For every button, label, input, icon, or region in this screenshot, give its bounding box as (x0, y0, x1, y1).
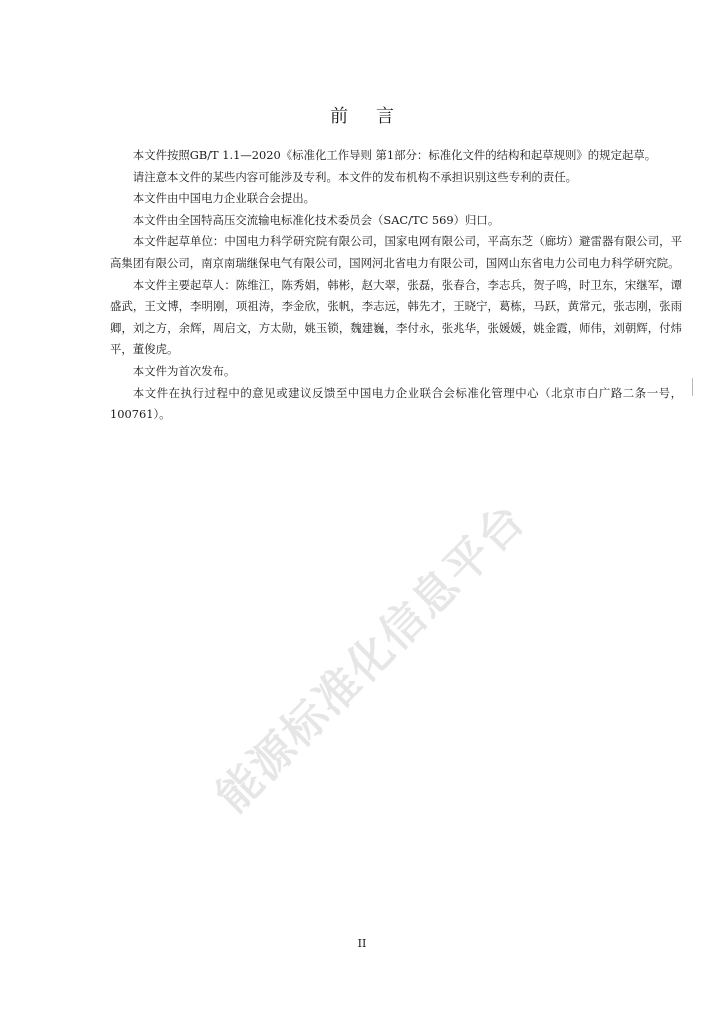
page-title: 前言 (330, 106, 422, 127)
margin-mark (692, 378, 693, 396)
paragraph-technical-committee: 本文件由全国特高压交流输电标准化技术委员会（SAC/TC 569）归口。 (132, 212, 500, 227)
paragraph-first-release: 本文件为首次发布。 (132, 363, 236, 378)
paragraph-patent-notice: 请注意本文件的某些内容可能涉及专利。本文件的发布机构不承担识别这些专利的责任。 (132, 169, 578, 184)
watermark: 能源标准化信息平台 (206, 493, 536, 823)
foreword-body (110, 145, 682, 426)
paragraph-main-drafters: 本文件主要起草人：陈维江，陈秀娟，韩彬，赵大翠，张磊，张春合，李志兵，贺子鸣，时卫东，宋继军，谭盛武，王文博，李明刚，项祖涛，李金欣，张帆，李志远，韩先才，王晓宁，葛栋，马跃，黄常元，张志刚，张雨卿，刘之方，余辉，周启文，方太勋，姚玉锁，魏建巍，李付永，张兆华，张媛媛，姚金霞，师伟，刘朝辉，付炜平，董俊虎。 (110, 277, 682, 357)
paragraph-drafting-rules: 本文件按照GB/T 1.1—2020《标准化工作导则 第1部分：标准化文件的结构和起草规则》的规定起草。 (132, 148, 657, 162)
paragraph-drafting-units: 本文件起草单位：中国电力科学研究院有限公司，国家电网有限公司，平高东芝（廊坊）避雷器有限公司，平高集团有限公司，南京南瑞继保电气有限公司，国网河北省电力有限公司，国网山东省电力公司电力科学研究院。 (110, 234, 682, 270)
paragraph-feedback: 本文件在执行过程中的意见或建议反馈至中国电力企业联合会标准化管理中心（北京市白广路二条一号，100761）。 (110, 385, 682, 422)
paragraph-proposer: 本文件由中国电力企业联合会提出。 (132, 191, 316, 206)
page-number: II (357, 937, 367, 950)
